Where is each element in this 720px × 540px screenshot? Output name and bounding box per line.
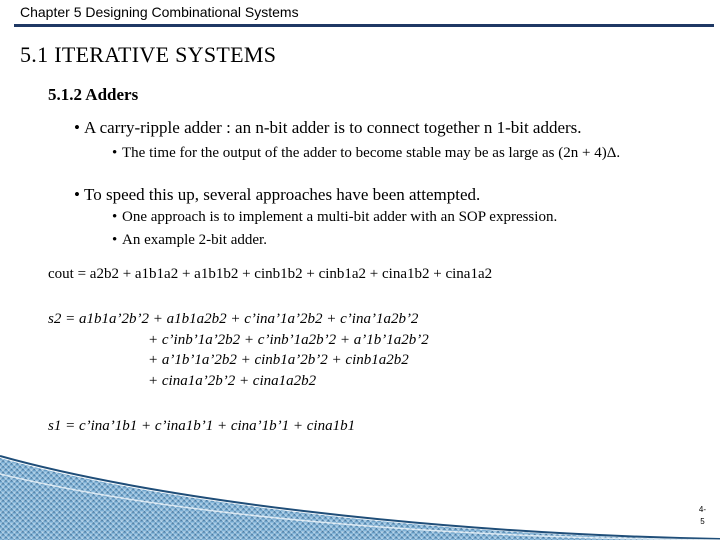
bullet-text: An example 2-bit adder.	[122, 232, 267, 248]
equation-s2-line: + a’1b’1a’2b2 + cinb1a’2b’2 + cinb1a2b2	[148, 352, 409, 368]
equation-s1: s1 = c’ina’1b1 + c’ina1b’1 + cina’1b’1 + cina1b1	[48, 418, 356, 434]
chapter-header: Chapter 5 Designing Combinational Systems	[20, 4, 299, 20]
bullet-glyph: •	[112, 145, 118, 161]
bullet-glyph: •	[112, 232, 118, 248]
slide-subtitle: 5.1.2 Adders	[48, 85, 139, 104]
bullet-item	[74, 118, 582, 138]
equation-s2-line: + cina1a’2b’2 + cina1a2b2	[148, 373, 317, 389]
decorative-wave	[0, 440, 720, 540]
bullet-text: A carry-ripple adder : an n-bit adder is to connect together n 1-bit adders.	[84, 118, 582, 137]
equation-s2-line: s2 = a1b1a’2b’2 + a1b1a2b2 + c’ina’1a’2b2 + c’ina’1a2b’2	[48, 311, 419, 327]
bullet-glyph: •	[74, 118, 80, 137]
sub-bullet-item	[112, 230, 267, 251]
bullet-text: The time for the output of the adder to become stable may be as large as (2n + 4)Δ.	[122, 145, 621, 161]
equation-s2-line: + c’inb’1a’2b2 + c’inb’1a2b’2 + a’1b’1a2b’2	[148, 332, 429, 348]
bullet-glyph: •	[112, 209, 118, 225]
sub-bullet-item	[112, 143, 677, 164]
bullet-text: To speed this up, several approaches have been attempted.	[84, 185, 481, 204]
bullet-item	[74, 185, 480, 205]
page-number	[699, 504, 706, 528]
bullet-glyph: •	[74, 185, 80, 204]
header-rule	[14, 24, 714, 27]
sub-bullet-item	[112, 207, 557, 228]
page-number-line: 4-	[698, 505, 706, 514]
page-number-line: 5	[700, 517, 705, 526]
slide-title: 5.1 ITERATIVE SYSTEMS	[20, 42, 277, 67]
bullet-text: One approach is to implement a multi-bit adder with an SOP expression.	[122, 209, 558, 225]
equation-cout: cout = a2b2 + a1b1a2 + a1b1b2 + cinb1b2 + cinb1a2 + cina1b2 + cina1a2	[48, 266, 493, 282]
